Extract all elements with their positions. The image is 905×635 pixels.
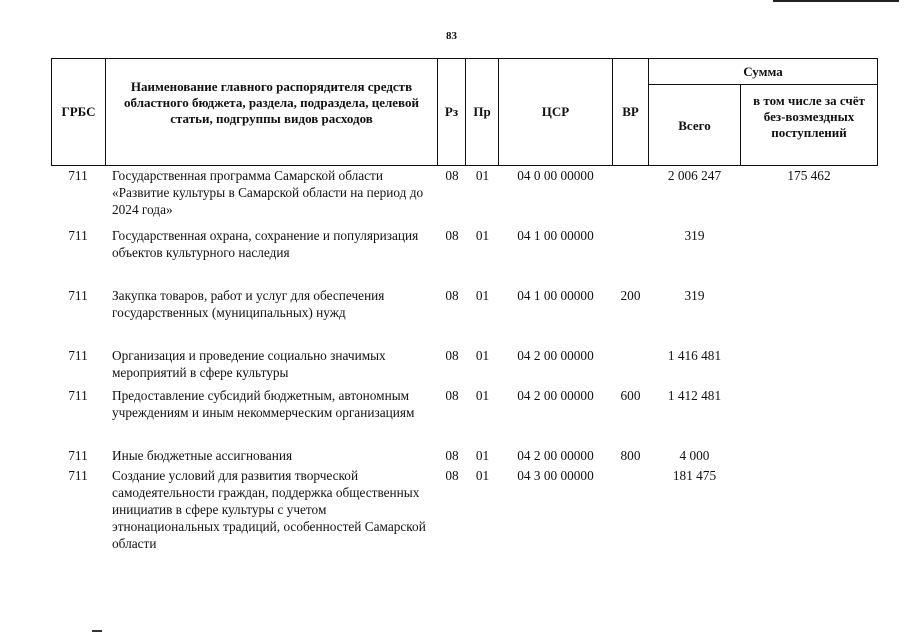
header-csr: ЦСР: [541, 104, 570, 119]
cell-pr: 01: [475, 388, 490, 403]
col-rule: [105, 58, 106, 166]
header-total: Всего: [678, 118, 711, 133]
cell-csr: 04 1 00 00000: [517, 288, 594, 303]
cell-pr: 01: [475, 168, 490, 183]
header-name: Наименование главного распорядителя средств областного бюджета, раздела, подраздела, целевой статьи, подгруппы видов расходов: [124, 79, 419, 126]
col-rule: [740, 84, 741, 166]
cell-grbs: 711: [68, 448, 88, 463]
cell-pr: 01: [475, 288, 490, 303]
cell-rz: 08: [445, 388, 459, 403]
col-rule: [877, 58, 878, 166]
cell-vr: 600: [620, 388, 641, 403]
cell-total: 319: [684, 228, 705, 243]
cell-rz: 08: [445, 468, 459, 483]
cell-pr: 01: [475, 448, 490, 463]
cell-csr: 04 3 00 00000: [517, 468, 594, 483]
sum-subheader-rule: [648, 84, 878, 85]
cell-name: Предоставление субсидий бюджетным, автономным учреждениям и иным некоммерческим организациям: [112, 388, 415, 420]
cell-grbs: 711: [68, 348, 88, 363]
cell-grbs: 711: [68, 228, 88, 243]
top-edge-line: [773, 0, 899, 2]
cell-name: Организация и проведение социально значимых мероприятий в сфере культуры: [112, 348, 386, 380]
cell-csr: 04 0 00 00000: [517, 168, 594, 183]
cell-pr: 01: [475, 468, 490, 483]
cell-total: 181 475: [672, 468, 717, 483]
header-pr: Пр: [473, 104, 491, 119]
header-sum: Сумма: [743, 64, 783, 79]
cell-grbs: 711: [68, 468, 88, 483]
cell-total: 319: [684, 288, 705, 303]
cell-grbs: 711: [68, 168, 88, 183]
cell-total: 4 000: [679, 448, 710, 463]
cell-rz: 08: [445, 228, 459, 243]
cell-vr: 200: [620, 288, 641, 303]
cell-rz: 08: [445, 448, 459, 463]
header-gratuitous: в том числе за счёт без-возмездных поступлений: [753, 93, 865, 140]
cell-total: 2 006 247: [667, 168, 722, 183]
scan-artifact: [92, 630, 102, 632]
cell-rz: 08: [445, 168, 459, 183]
cell-total: 1 412 481: [667, 388, 722, 403]
cell-csr: 04 2 00 00000: [517, 448, 594, 463]
cell-name: Государственная охрана, сохранение и популяризация объектов культурного наследия: [112, 228, 419, 260]
page-number: 83: [446, 30, 457, 42]
cell-name: Иные бюджетные ассигнования: [112, 448, 293, 463]
header-grbs: ГРБС: [61, 104, 96, 119]
cell-pr: 01: [475, 228, 490, 243]
header-vr: ВР: [622, 104, 639, 119]
header-rz: Рз: [444, 104, 459, 119]
cell-name: Государственная программа Самарской области «Развитие культуры в Самарской области на период до 2024 года»: [112, 168, 424, 217]
cell-pr: 01: [475, 348, 490, 363]
cell-csr: 04 1 00 00000: [517, 228, 594, 243]
cell-grbs: 711: [68, 288, 88, 303]
cell-gratuitous: 175 462: [787, 168, 831, 183]
cell-rz: 08: [445, 288, 459, 303]
cell-rz: 08: [445, 348, 459, 363]
cell-csr: 04 2 00 00000: [517, 348, 594, 363]
cell-name: Закупка товаров, работ и услуг для обеспечения государственных (муниципальных) нужд: [112, 288, 385, 320]
cell-total: 1 416 481: [667, 348, 722, 363]
cell-csr: 04 2 00 00000: [517, 388, 594, 403]
cell-grbs: 711: [68, 388, 88, 403]
cell-vr: 800: [620, 448, 641, 463]
cell-name: Создание условий для развития творческой самодеятельности граждан, поддержка общественных инициатив в сфере культуры с учетом этнонациональных традиций, особенностей Самарской области: [112, 468, 426, 551]
